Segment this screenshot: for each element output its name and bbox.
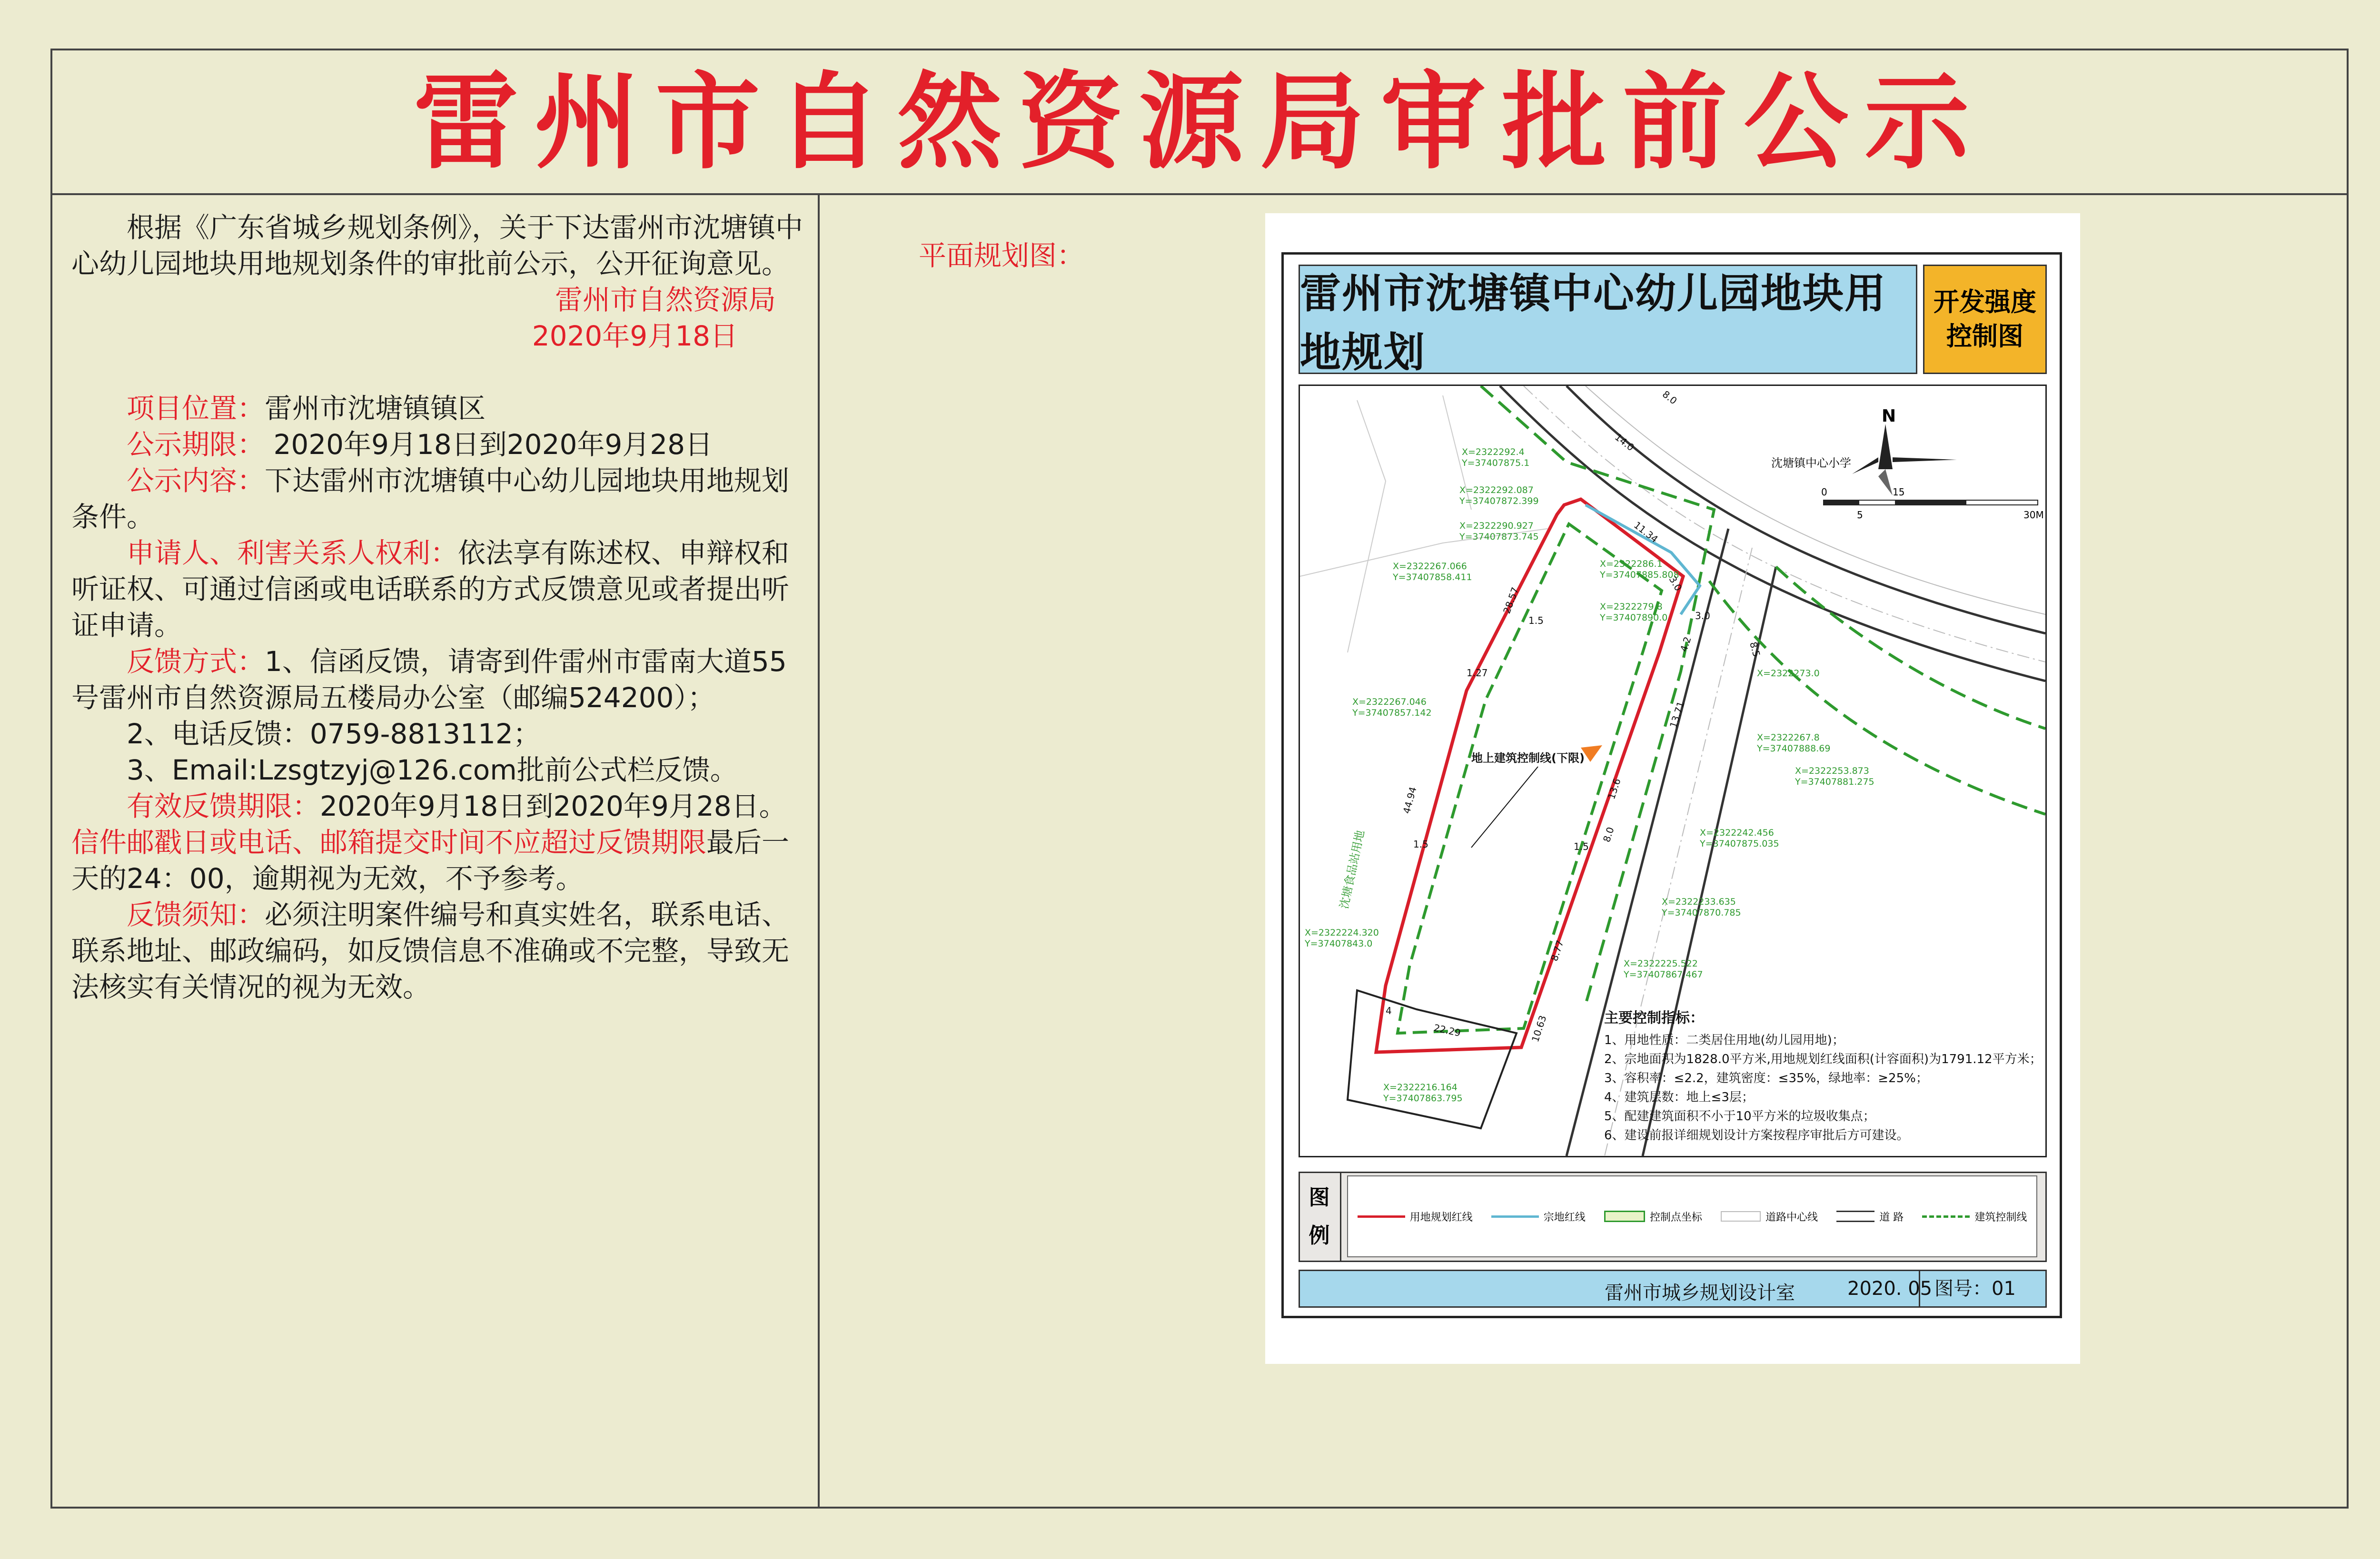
dim-label: 4.2 [1677,635,1694,653]
dim-label: 8.5 [1747,641,1763,659]
building-control-line [1709,581,2045,814]
coord-label: Y=37407881.275 [1795,777,1874,787]
road-edge-line [1500,386,2045,681]
legend-title-1: 图 [1309,1185,1330,1210]
indicator-item: 6、建设前报详细规划设计方案按程序审批后方可建设。 [1604,1128,1909,1143]
legend-label: 建筑控制线 [1974,1211,2027,1224]
legend-item [1491,1209,1586,1224]
plan-label: 平面规划图： [919,239,1085,272]
map-tag [1923,265,2047,374]
legend-item [1358,1209,1473,1224]
coord-label: X=2322292.087 [1459,485,1534,495]
dim-label: 22.29 [1432,1022,1462,1039]
coord-label: X=2322267.8 [1757,732,1820,743]
coord-label: Y=37407873.745 [1459,532,1539,542]
dim-label: 3.0 [1695,610,1710,622]
map-title: 雷州市沈塘镇中心幼儿园地块用地规划 [1299,265,1917,374]
dim-label: 10.63 [1529,1014,1549,1044]
dim-label: 4 [1386,1005,1392,1016]
coord-label: X=2322253.873 [1795,766,1869,776]
indicators-block [1604,1009,2042,1145]
building-control-line [1776,567,2045,729]
valid-item [71,788,804,897]
coord-label: X=2322267.066 [1393,561,1467,572]
map-tag-line1: 开发强度 [1934,287,2036,317]
dim-label: 14.0 [1612,431,1636,454]
dim-label: 1.5 [1413,839,1428,850]
coord-label: X=2322279.8 [1600,602,1663,612]
dim-label: 28.57 [1501,585,1521,615]
footer-date: 2020. 05 [1847,1278,1933,1300]
legend-heading [1299,1172,1341,1262]
coord-label: X=2322225.522 [1624,958,1698,969]
location-item [71,390,804,426]
legend-label: 用地规划红线 [1409,1211,1473,1224]
signature-org: 雷州市自然资源局 [555,284,776,316]
dim-label: 44.94 [1400,785,1419,815]
intro-paragraph: 根据《广东省城乡规划条例》，关于下达雷州市沈塘镇中心幼儿园地块用地规划条件的审批前公示，公开征询意见。 [71,211,803,280]
rights-item [71,535,804,643]
period-value: 2020年9月18日到2020年9月28日 [265,428,713,461]
coord-label: Y=37407885.808 [1600,570,1679,580]
dim-label: 8.77 [1548,938,1566,963]
coord-label: X=2322224.320 [1305,928,1379,938]
coord-label: Y=37407870.785 [1662,908,1741,918]
footer-org: 雷州市城乡规划设计室 [1605,1282,1795,1304]
legend-swatch [1922,1215,1970,1218]
dimension-labels [1386,388,1763,1044]
legend-title-2: 例 [1309,1224,1330,1248]
dim-label: 1.5 [1574,841,1589,852]
legend-item [1604,1209,1702,1224]
legend-item [1922,1209,2027,1224]
valid-value: 2020年9月18日到2020年9月28日。 [320,790,787,822]
coord-label: X=2322233.635 [1662,897,1736,907]
coord-label: Y=37407872.399 [1459,496,1539,506]
coord-label: X=2322292.4 [1462,447,1525,457]
dim-label: 13.6 [1605,777,1623,801]
dim-label: 1.5 [1528,615,1544,626]
north-arrow-icon [1852,424,1957,495]
scale-tick: 0 [1821,486,1827,498]
indicator-item: 2、宗地面积为1828.0平方米,用地规划红线面积(计容面积)为1791.12平方米； [1604,1052,2042,1066]
signature-date: 2020年9月18日 [532,320,738,352]
coord-label: Y=37407867.467 [1624,969,1703,980]
indicators-title: 主要控制指标： [1604,1010,1704,1026]
coord-label: Y=37407875.1 [1462,458,1530,468]
legend-label: 控制点坐标 [1649,1211,1702,1224]
indicator-item: 4、建筑层数：地上≤3层； [1604,1090,1754,1105]
valid-warning: 信件邮戳日或电话、邮箱提交时间不应超过反馈期限 [71,826,707,858]
legend-item [1836,1209,1904,1224]
legend-swatch [1358,1215,1405,1218]
valid-label: 有效反馈期限： [127,790,320,822]
coord-label: X=2322286.1 [1600,559,1663,569]
content-item [71,463,804,535]
coord-label: X=2322267.046 [1352,697,1427,707]
location-value: 雷州市沈塘镇镇区 [265,392,486,424]
legend-swatch [1721,1211,1761,1222]
legend-label: 道路中心线 [1765,1211,1818,1224]
feedback-email: 3、Email:Lzsgtzyj@126.com批前公式栏反馈。 [127,754,738,786]
map-footer [1299,1270,2047,1308]
notice-label: 反馈须知： [127,898,265,931]
dim-label: 13.71 [1667,700,1687,730]
scale-bar [1824,500,2038,505]
scale-tick: 30M [2023,509,2044,521]
inner-building-control-line [1398,524,1662,1033]
period-item [71,426,804,463]
content-value: 下达雷州市沈塘镇中心幼儿园地块用地规划条件。 [71,464,790,533]
location-label: 项目位置： [127,392,265,424]
rights-value: 依法享有陈述权、申辩权和听证权、可通过信函或电话联系的方式反馈意见或者提出听证申请。 [71,537,790,641]
legend-swatch [1604,1211,1645,1222]
indicator-item: 1、用地性质：二类居住用地(幼儿园用地)； [1604,1033,1844,1047]
legend-item [1721,1209,1818,1224]
legend-label: 道 路 [1879,1211,1904,1224]
feedback-item [71,643,804,716]
legend-swatch [1491,1215,1539,1218]
rights-label: 申请人、利害关系人权利： [127,537,458,569]
scale-tick: 5 [1857,509,1863,521]
north-label: N [1882,406,1896,426]
valid-tail: 最后一天的24：00，逾期视为无效，不予参考。 [71,826,790,895]
notice-text-column [71,209,804,1005]
road-label: 沈塘食品站用地 [1337,829,1367,910]
coord-label: X=2322242.456 [1700,828,1774,838]
coord-label: X=2322273.0 [1757,668,1820,679]
school-label: 沈塘镇中心小学 [1771,456,1851,470]
title-row [50,49,2349,195]
neighbour-building [1348,990,1517,1128]
feedback-phone: 2、电话反馈：0759-8813112； [127,718,541,750]
footer-drawing-no: 图号：01 [1919,1271,2033,1306]
indicator-item: 5、配建建筑面积不小于10平方米的垃圾收集点； [1604,1109,1875,1124]
coord-label: Y=37407858.411 [1393,572,1472,582]
coord-label: Y=37407890.0 [1600,612,1668,623]
coord-label: Y=37407863.795 [1383,1093,1463,1104]
parcel-line [1348,400,1386,652]
legend-label: 宗地红线 [1543,1211,1586,1224]
period-label: 公示期限： [127,428,265,461]
coord-label: Y=37407875.035 [1700,839,1779,849]
dim-label: 8.0 [1600,825,1616,844]
feedback-label: 反馈方式： [127,645,265,678]
building-line-label: 地上建筑控制线(下限) [1471,751,1585,765]
page-title: 雷州市自然资源局审批前公示 [413,61,1985,183]
dim-label: 3.0 [1666,574,1685,593]
content-label: 公示内容： [127,464,265,497]
legend-swatch [1836,1211,1874,1222]
coord-label: X=2322216.164 [1383,1082,1458,1093]
coord-label: Y=37407843.0 [1305,938,1373,949]
leader-line [1471,767,1538,848]
dim-label: 8.0 [1660,388,1679,407]
column-divider [818,195,820,1509]
dim-label: 1.27 [1467,667,1488,679]
scale-tick: 15 [1893,486,1905,498]
notice-item [71,897,804,1005]
feedback-letter: 1、信函反馈，请寄到件雷州市雷南大道55号雷州市自然资源局五楼局办公室（邮编524200）； [71,645,787,714]
coord-label: Y=37407888.69 [1757,743,1831,754]
dim-label: 11.34 [1631,519,1660,545]
notice-value: 必须注明案件编号和真实姓名，联系电话、联系地址、邮政编码，如反馈信息不准确或不完整，导致无法核实有关情况的视为无效。 [71,898,790,1003]
legend-items [1347,1175,2037,1257]
indicator-item: 3、容积率：≤2.2，建筑密度：≤35%，绿地率：≥25%； [1604,1071,1928,1085]
map-tag-line2: 控制图 [1946,321,2023,351]
coord-label: Y=37407857.142 [1352,708,1432,718]
coord-label: X=2322290.927 [1459,521,1534,531]
